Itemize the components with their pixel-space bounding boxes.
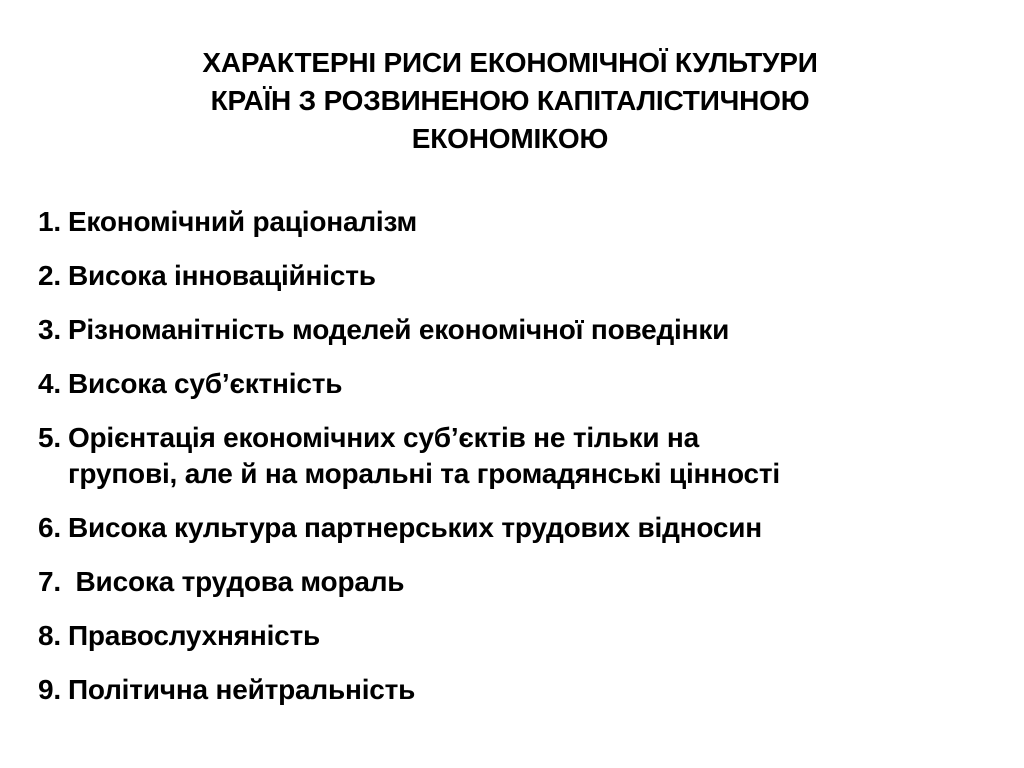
item-text	[68, 204, 998, 240]
list-item	[38, 312, 998, 348]
item-number: 4.	[38, 368, 61, 399]
item-number: 9.	[38, 674, 61, 705]
item-text	[68, 618, 998, 654]
item-text	[68, 420, 998, 492]
item-text-line: Політична нейтральність	[67, 674, 416, 705]
list-item	[38, 204, 998, 240]
item-number: 5.	[38, 422, 61, 453]
title-line: ХАРАКТЕРНІ РИСИ ЕКОНОМІЧНОЇ КУЛЬТУРИ	[202, 47, 818, 78]
item-text-line: Економічний раціоналізм	[67, 206, 418, 237]
item-text-line: Висока інноваційність	[67, 260, 376, 291]
item-number: 3.	[38, 314, 61, 345]
item-number: 6.	[38, 512, 61, 543]
item-text	[68, 312, 998, 348]
item-number: 1.	[38, 206, 61, 237]
item-number: 2.	[38, 260, 61, 291]
item-text	[68, 672, 998, 708]
title-line: КРАЇН З РОЗВИНЕНОЮ КАПІТАЛІСТИЧНОЮ	[210, 85, 810, 116]
list-item	[38, 672, 998, 708]
item-text	[68, 510, 998, 546]
feature-list	[38, 204, 998, 726]
item-text-line: Висока культура партнерських трудових відносин	[67, 512, 763, 543]
item-number: 8.	[38, 620, 61, 651]
list-item	[38, 510, 998, 546]
item-text-line: групові, але й на моральні та громадянські цінності	[67, 458, 780, 489]
item-text-line: Висока суб’єктність	[67, 368, 343, 399]
list-item	[38, 420, 998, 492]
slide-title	[110, 44, 910, 158]
item-number: 7.	[38, 566, 61, 597]
item-text-line: Висока трудова мораль	[67, 566, 405, 597]
item-text	[68, 366, 998, 402]
item-text-line: Різноманітність моделей економічної поведінки	[67, 314, 730, 345]
list-item	[38, 258, 998, 294]
item-text-line: Правослухняність	[67, 620, 321, 651]
list-item	[38, 618, 998, 654]
title-line: ЕКОНОМІКОЮ	[411, 123, 609, 154]
item-text	[68, 258, 998, 294]
list-item	[38, 366, 998, 402]
item-text	[68, 564, 998, 600]
list-item	[38, 564, 998, 600]
item-text-line: Орієнтація економічних суб’єктів не тільки на	[67, 422, 700, 453]
